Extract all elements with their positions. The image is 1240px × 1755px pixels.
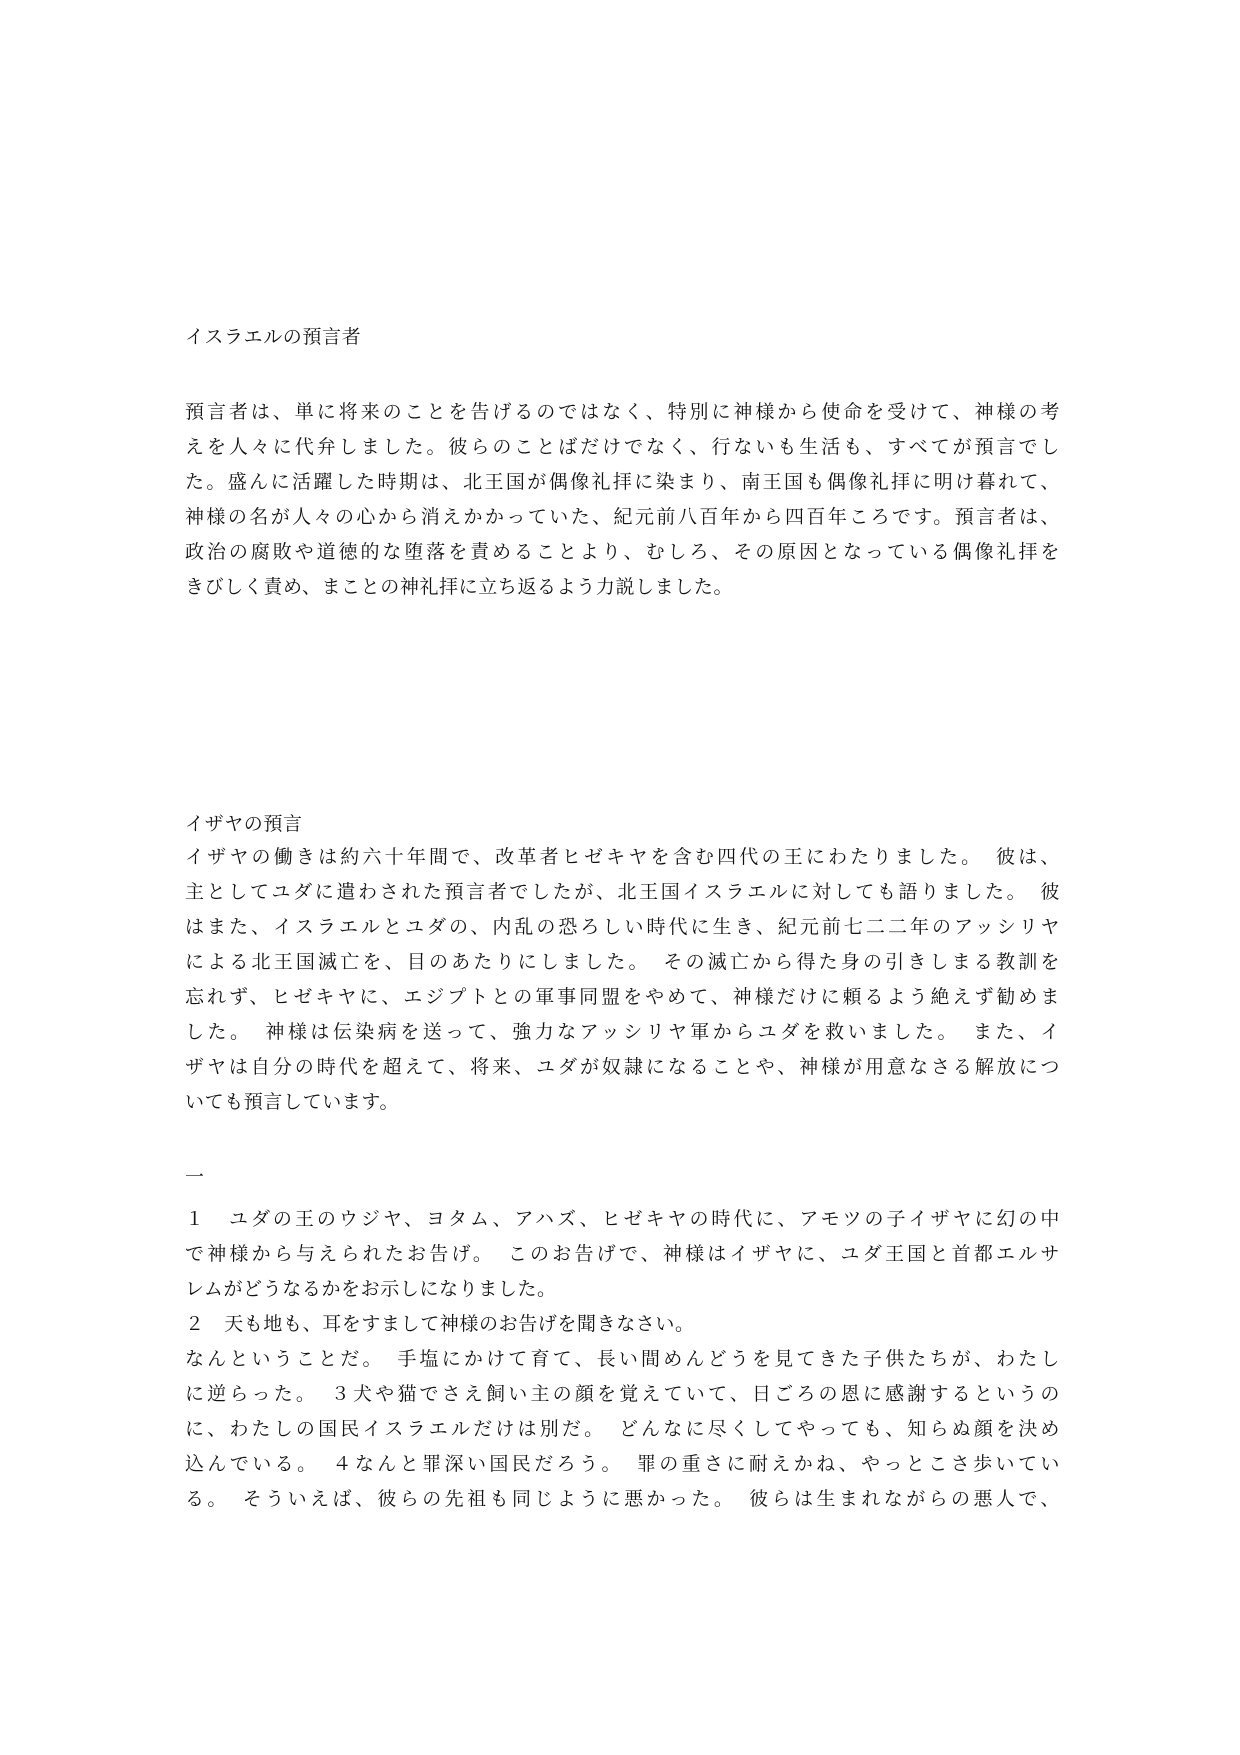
- verse-line: で神様から与えられたお告げ。 このお告げで、神様はイザヤに、ユダ王国と首都エルサ: [185, 1243, 1060, 1265]
- paragraph-line: 政治の腐敗や道徳的な堕落を責めることより、むしろ、その原因となっている偶像礼拝を: [185, 541, 1060, 563]
- paragraph-line: した。 神様は伝染病を送って、強力なアッシリヤ軍からユダを救いました。 また、イ: [185, 1021, 1060, 1043]
- paragraph-line: きびしく責め、まことの神礼拝に立ち返るよう力説しました。: [185, 576, 734, 598]
- verse-line: なんということだ。 手塩にかけて育て、長い間めんどうを見てきた子供たちが、わたし: [185, 1348, 1060, 1370]
- paragraph-line: はまた、イスラエルとユダの、内乱の恐ろしい時代に生き、紀元前七二二年のアッシリヤ: [185, 916, 1060, 938]
- paragraph-line: ザヤは自分の時代を超えて、将来、ユダが奴隷になることや、神様が用意なさる解放につ: [185, 1056, 1060, 1078]
- verse-line: に、わたしの国民イスラエルだけは別だ。 どんなに尽くしてやっても、知らぬ顔を決め: [185, 1418, 1060, 1440]
- verse-line: レムがどうなるかをお示しになりました。: [185, 1278, 557, 1300]
- paragraph-line: 預言者は、単に将来のことを告げるのではなく、特別に神様から使命を受けて、神様の考: [185, 401, 1060, 423]
- verse-line: に逆らった。 ３犬や猫でさえ飼い主の顔を覚えていて、日ごろの恩に感謝するというの: [185, 1383, 1060, 1405]
- paragraph-line: 神様の名が人々の心から消えかかっていた、紀元前八百年から四百年ころです。預言者は、: [185, 506, 1060, 528]
- verse-line: １ ユダの王のウジヤ、ヨタム、アハズ、ヒゼキヤの時代に、アモツの子イザヤに幻の中: [185, 1208, 1060, 1230]
- paragraph-line: えを人々に代弁しました。彼らのことばだけでなく、行ないも生活も、すべてが預言でし: [185, 436, 1060, 458]
- chapter-heading: 一: [185, 1166, 205, 1188]
- paragraph-line: いても預言しています。: [185, 1091, 400, 1113]
- verse-line: 込んでいる。 ４なんと罪深い国民だろう。 罪の重さに耐えかね、やっとこさ歩いてい: [185, 1453, 1060, 1475]
- paragraph-line: 主としてユダに遣わされた預言者でしたが、北王国イスラエルに対しても語りました。 彼: [185, 881, 1060, 903]
- section-title-prophets: イスラエルの預言者: [185, 326, 362, 348]
- verse-line: る。 そういえば、彼らの先祖も同じように悪かった。 彼らは生まれながらの悪人で、: [185, 1488, 1060, 1510]
- paragraph-line: による北王国滅亡を、目のあたりにしました。 その滅亡から得た身の引きしまる教訓を: [185, 951, 1060, 973]
- paragraph-line: 忘れず、ヒゼキヤに、エジプトとの軍事同盟をやめて、神様だけに頼るよう絶えず勧めま: [185, 986, 1060, 1008]
- paragraph-line: た。盛んに活躍した時期は、北王国が偶像礼拝に染まり、南王国も偶像礼拝に明け暮れて、: [185, 471, 1060, 493]
- verse-line: ２ 天も地も、耳をすまして神様のお告げを聞きなさい。: [185, 1313, 695, 1335]
- paragraph-line: イザヤの働きは約六十年間で、改革者ヒゼキヤを含む四代の王にわたりました。 彼は、: [185, 846, 1060, 868]
- section-title-isaiah: イザヤの預言: [185, 813, 303, 835]
